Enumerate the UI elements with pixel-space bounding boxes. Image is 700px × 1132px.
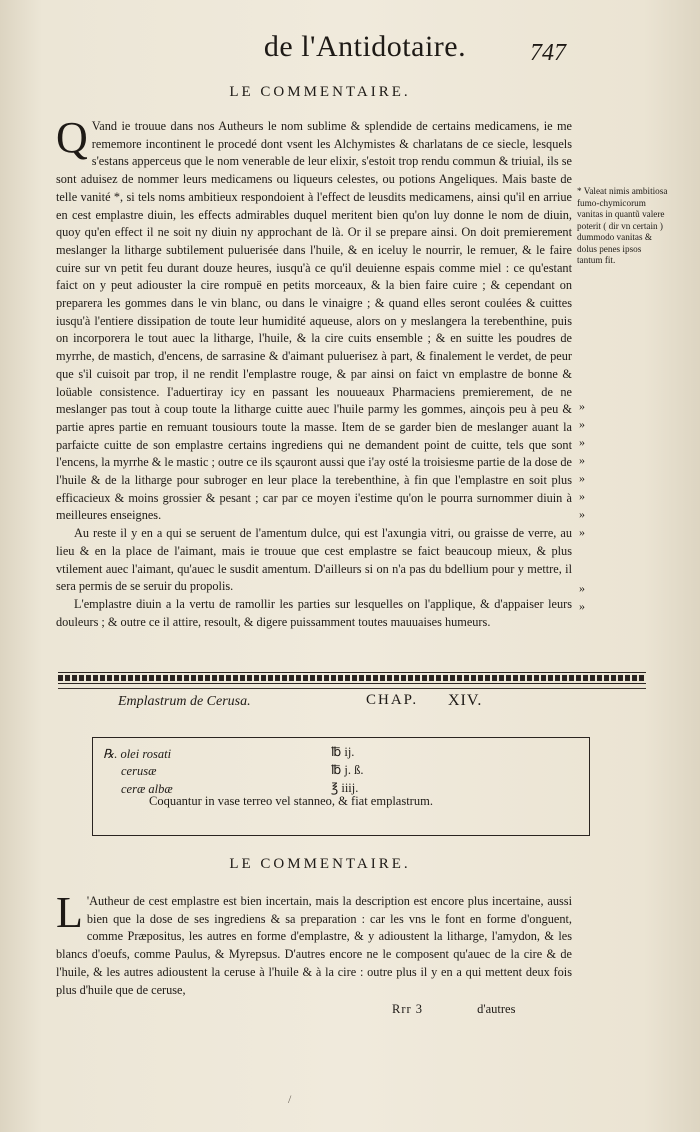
ingredient-name: ceræ albæ: [121, 782, 173, 796]
quote-mark: »: [579, 489, 585, 503]
recipe-title: Emplastrum de Cerusa.: [118, 694, 251, 709]
footer-catchline: [392, 1002, 515, 1017]
quote-mark: »: [579, 525, 585, 539]
commentary-body-2: [56, 888, 572, 999]
quote-mark: »: [579, 399, 585, 413]
quote-mark: »: [579, 417, 585, 431]
commentary-paragraph-4: [56, 888, 572, 999]
recipe-box: [92, 737, 590, 836]
recipe-instruction: Coquantur in vase terreo vel stanneo, & fiat emplastrum.: [149, 794, 433, 808]
quote-mark: »: [579, 599, 585, 613]
drop-cap-q: Q: [56, 113, 88, 162]
margin-note: * Valeat nimis ambitiosa fumo-chymicorum vanitas in quantũ valere poterit ( dir vn certain ) dummodo vanitas & dolus penes ipsos tantum fit.: [577, 186, 668, 265]
running-head: de l'Antidotaire.: [263, 30, 467, 63]
quote-mark: »: [579, 471, 585, 485]
ingredient-qty: ℥ iiij.: [331, 781, 359, 795]
chapter-label: CHAP.: [366, 692, 419, 708]
ingredient-qty: ℔ ij.: [331, 745, 355, 759]
paragraph-1-text: Vand ie trouue dans nos Autheurs le nom sublime & splendide de certains medicamens, ie me rememore incontinent le procedé dont vsent les Alchymistes & charlatans de ce siecle, lesquels s'estans apperceus que le nom venerable de leur elixir, s'estoit trop rendu commun & triuial, ils se sont aduisez de nommer leurs medicamens ou liqueurs celestes, ou potions Angeliques. Mais baste de telle vanité *, si tels noms ambitieux respondoient à l'effect de leusdits medicamens, ainsi qu'il en arriue en cest emplastre diuin, les effects admirables duquel meritent bien qu'on luy donne le nom de diuin, quoy qu'en effect il ne soit ny diuin ny approchant de là. Or il se prepare ainsi. On doit premierement meslanger la litharge subtilement puluerisée dans l'huile, & en iceluy le nourrir, le remuer, & le faire cuire sur vn petit feu durant douze heures, iusqu'à ce qu'il deuienne espais comme miel : ce qu'estant faict on y peut adiouster la cire rompuë en petits morceaux, & la bien faire cuire ; & cependant on preparera les gommes dans le vin blanc, ou dans le vinaigre ; & quand elles seront coulées & cuittes iusqu'à l'entiere dissipation de toute leur humidité aqueuse, alors on y meslangera la terebenthine, puis on incorporera le tout auec la litharge, l'huile, & la cire cuits ensemble ; & en suitte les poudres de myrrhe, de mastich, d'encens, de sarrasine & d'aimant puluerisez à part, & finalement le verdet, de peur que s'il cuisoit par trop, il ne rendit l'emplastre rouge, & par ainsi on faict vn emplastre de bonne & loüable consistence. I'aduertiray icy en passant les nouueaux Pharmaciens premierement, de ne meslanger pas tout à coup toute la litharge cuitte auec l'huile parmy les gommes, ainçois peu à peu & partie apres partie en remuant tousiours toute la masse. Item de se garder bien de meslanger auant la parfaicte cuitte de son emplastre certains ingrediens qui ne demandent point de cuitte, tels que sont l'encens, la myrrhe & le mastic ; outre ce ils sçauront aussi que i'ay osté la troisiesme partie de la dose de l'huile & de la litharge pour subroger en leur place la terebenthine, à fin que l'emplastre en soit plus efficacieux & moins grossier & pesant ; car par ce moyen i'estime qu'on le pourra surnommer diuin à meilleures enseignes.: [56, 119, 572, 523]
quote-mark: »: [579, 581, 585, 595]
quote-mark: »: [579, 507, 585, 521]
commentary-body-1: [56, 113, 572, 631]
pencil-mark: /: [288, 1092, 292, 1106]
commentary-paragraph-1: [56, 113, 572, 525]
quote-mark: »: [579, 453, 585, 467]
catchword: d'autres: [477, 1002, 516, 1016]
chapter-heading: [118, 694, 518, 714]
drop-cap-l: L: [56, 888, 83, 937]
section-title-commentaire-1: LE COMMENTAIRE.: [229, 84, 411, 100]
signature-mark: Rrr 3: [392, 1002, 424, 1016]
section-title-commentaire-2: LE COMMENTAIRE.: [229, 856, 411, 872]
commentary-paragraph-2: Au reste il y en a qui se seruent de l'amentum dulce, qui est l'axungia vitri, ou graisse de verre, au lieu & en la place de l'aimant, mais ie trouue que cest emplastre se faict beaucoup mieux, & plus vtilement auec l'aimant, qu'auec le susdit amentum. D'ailleurs si on n'a pas du bdellium pour y mettre, il sera permis de se seruir du propolis.: [56, 526, 572, 594]
chapter-number: XIV.: [448, 692, 483, 709]
ingredient-qty: ℔ j. ß.: [331, 763, 364, 777]
ingredient-name: cerusæ: [121, 764, 157, 778]
paragraph-4-text: 'Autheur de cest emplastre est bien incertain, mais la description est encore plus incertaine, aussi bien que la dose de ses ingrediens & sa preparation : car les vns le font en forme d'onguent, comme Præpositus, les autres en forme d'emplastre, & y adioustent la litharge, l'amydon, & les blancs d'oeufs, comme Paulus, & Myrepsus. D'autres encore ne le composent qu'auec de la cire & de l'huile, & les autres adioustent la ceruse à l'huile & à la cire : outre plus il y en a qui mettent deux fois plus d'huile que de ceruse,: [56, 894, 572, 997]
ornamental-band: [58, 672, 646, 684]
divider-rule: [58, 688, 646, 689]
recipe-box-bottom-rule: [93, 835, 589, 836]
ingredient-name: ℞. olei rosati: [103, 747, 172, 761]
page-number: 747: [530, 40, 566, 66]
quote-mark: »: [579, 435, 585, 449]
commentary-paragraph-3: L'emplastre diuin a la vertu de ramollir les parties sur lesquelles on l'applique, & d'appaiser leurs douleurs ; & outre ce il attire, resoult, & digere puissamment toutes mauuaises humeurs.: [56, 596, 572, 629]
